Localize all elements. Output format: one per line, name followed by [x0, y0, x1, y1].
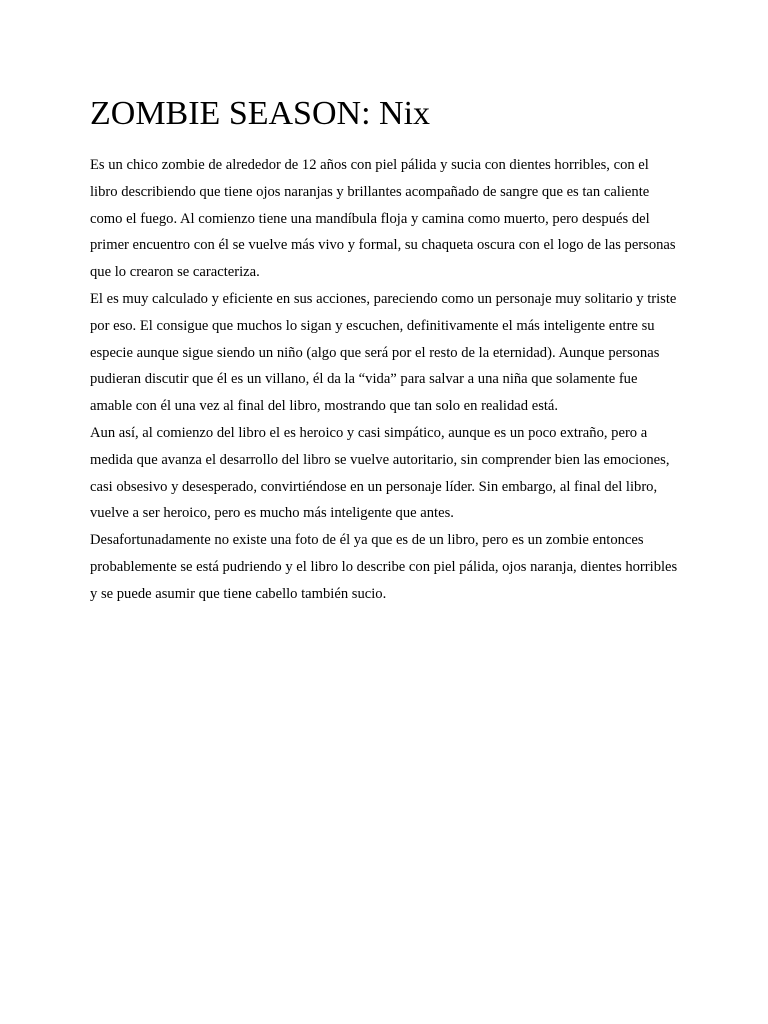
paragraph-1: Es un chico zombie de alrededor de 12 años con piel pálida y sucia con dientes horribles, con el libro describiendo que tiene ojos naranjas y brillantes acompañado de sangre que es tan caliente como el fuego. Al comienzo tiene una mandíbula floja y camina como muerto, pero después del primer encuentro con él se vuelve más vivo y formal, su chaqueta oscura con el logo de las personas que lo crearon se caracteriza. [90, 157, 676, 281]
paragraph-2: El es muy calculado y eficiente en sus acciones, pareciendo como un personaje muy solitario y triste por eso. El consigue que muchos lo sigan y escuchen, definitivamente el más inteligente entre su especie aunque sigue siendo un niño (algo que será por el resto de la eternidad). Aunque personas pudieran discutir que él es un villano, él da la “vida” para salvar a una niña que solamente fue amable con él una vez al final del libro, mostrando que tan solo en realidad está. [90, 290, 677, 415]
paragraph-4: Desafortunadamente no existe una foto de él ya que es de un libro, pero es un zombie entonces probablemente se está pudriendo y el libro lo describe con piel pálida, ojos naranja, dientes horribles y se puede asumir que tiene cabello también sucio. [90, 532, 678, 602]
document-title: ZOMBIE SEASON: Nix [90, 95, 431, 132]
document-body [90, 152, 680, 608]
paragraph-3: Aun así, al comienzo del libro el es heroico y casi simpático, aunque es un poco extraño, pero a medida que avanza el desarrollo del libro se vuelve autoritario, sin comprender bien las emociones, casi obsesivo y desesperado, convirtiéndose en un personaje líder. Sin embargo, al final del libro, vuelve a ser heroico, pero es mucho más inteligente que antes. [90, 424, 670, 522]
